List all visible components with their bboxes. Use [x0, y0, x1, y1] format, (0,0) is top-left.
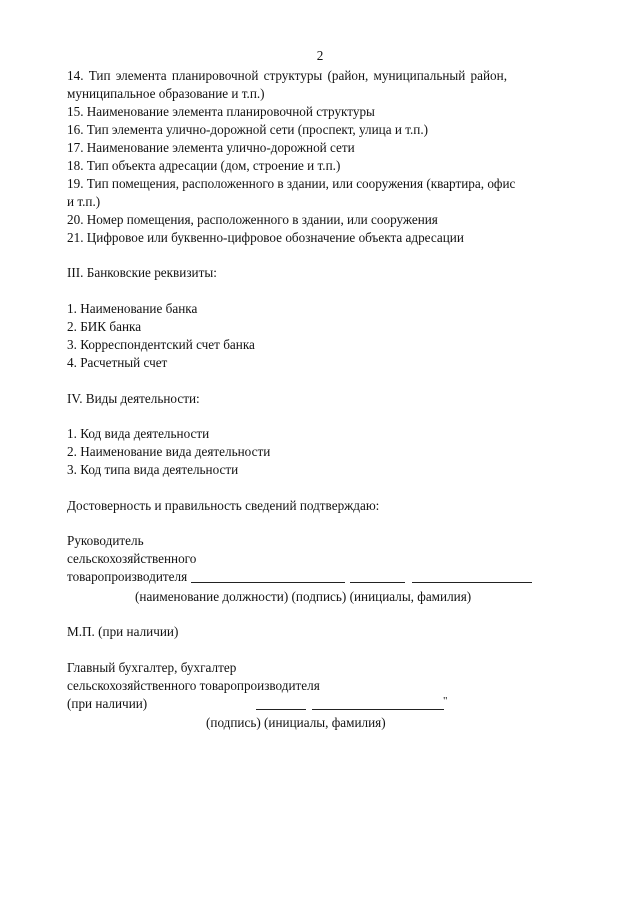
stamp-note: М.П. (при наличии) — [67, 624, 179, 639]
address-item-16: 16. Тип элемента улично-дорожной сети (проспект, улица и т.п.) — [67, 122, 429, 137]
address-item-14-cont: муниципальное образование и т.п.) — [67, 86, 265, 101]
activity-section-heading: IV. Виды деятельности: — [67, 391, 200, 406]
address-item-19-cont: и т.п.) — [67, 194, 101, 209]
accountant-title-line-3: (при наличии) — [67, 696, 148, 711]
head-position-line — [191, 582, 345, 583]
accountant-title-line-1: Главный бухгалтер, бухгалтер — [67, 660, 237, 675]
head-signature-line — [350, 582, 405, 583]
bank-item-corr-account: 3. Корреспондентский счет банка — [67, 337, 255, 352]
address-item-19: 19. Тип помещения, расположенного в здании, или сооружения (квартира, офис — [67, 176, 516, 191]
bank-item-current-account: 4. Расчетный счет — [67, 355, 168, 370]
bank-item-name: 1. Наименование банка — [67, 301, 198, 316]
head-name-line — [412, 582, 532, 583]
head-title-line-2: сельскохозяйственного — [67, 551, 197, 566]
activity-item-name: 2. Наименование вида деятельности — [67, 444, 271, 459]
page-number: 2 — [316, 48, 324, 63]
address-item-17: 17. Наименование элемента улично-дорожной сети — [67, 140, 355, 155]
accountant-signature-caption: (подпись) (инициалы, фамилия) — [206, 715, 386, 730]
bank-section-heading: III. Банковские реквизиты: — [67, 265, 217, 280]
accountant-signature-line — [256, 709, 306, 710]
head-signature-caption: (наименование должности) (подпись) (инициалы, фамилия) — [135, 589, 472, 604]
address-item-14: 14. Тип элемента планировочной структуры (район, муниципальный район, — [67, 68, 507, 83]
activity-item-type-code: 3. Код типа вида деятельности — [67, 462, 239, 477]
activity-item-code: 1. Код вида деятельности — [67, 426, 210, 441]
accountant-name-line — [312, 709, 444, 710]
address-item-21: 21. Цифровое или буквенно-цифровое обозначение объекта адресации — [67, 230, 464, 245]
confirmation-statement: Достоверность и правильность сведений подтверждаю: — [67, 498, 380, 513]
address-item-20: 20. Номер помещения, расположенного в здании, или сооружения — [67, 212, 438, 227]
head-title-line-3: товаропроизводителя — [67, 569, 188, 584]
quote-mark: " — [443, 695, 448, 707]
accountant-title-line-2: сельскохозяйственного товаропроизводителя — [67, 678, 320, 693]
address-item-15: 15. Наименование элемента планировочной структуры — [67, 104, 375, 119]
bank-item-bik: 2. БИК банка — [67, 319, 142, 334]
address-item-18: 18. Тип объекта адресации (дом, строение и т.п.) — [67, 158, 341, 173]
head-title-line-1: Руководитель — [67, 533, 144, 548]
